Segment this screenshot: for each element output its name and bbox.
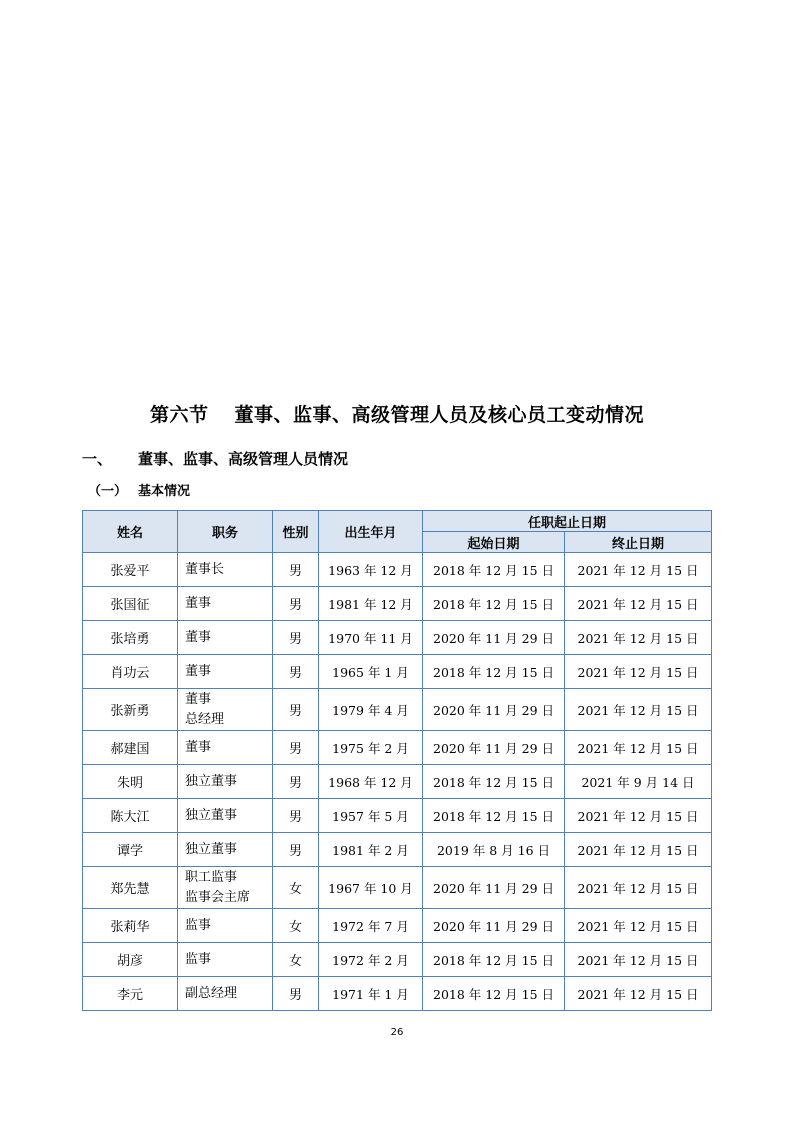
table-row — [83, 833, 712, 867]
cell-position — [178, 867, 273, 909]
position-line: 董事长 — [185, 561, 225, 577]
cell-birth: 1968 年 12 月 — [319, 765, 423, 799]
header-start-date: 起始日期 — [423, 532, 565, 553]
cell-end-date: 2021 年 12 月 15 日 — [565, 909, 712, 943]
cell-end-date: 2021 年 12 月 15 日 — [565, 867, 712, 909]
cell-gender: 女 — [273, 943, 319, 977]
cell-end-date: 2021 年 12 月 15 日 — [565, 943, 712, 977]
page-number: 26 — [390, 1027, 404, 1038]
cell-end-date: 2021 年 12 月 15 日 — [565, 587, 712, 621]
position-line: 董事 — [185, 629, 212, 645]
cell-position — [178, 909, 273, 943]
position-line: 董事 — [185, 691, 212, 707]
table-row — [83, 765, 712, 799]
table-row — [83, 553, 712, 587]
cell-birth: 1972 年 2 月 — [319, 943, 423, 977]
cell-position — [178, 689, 273, 731]
cell-position — [178, 587, 273, 621]
cell-gender: 男 — [273, 587, 319, 621]
cell-birth: 1972 年 7 月 — [319, 909, 423, 943]
heading1-text: 董事、监事、高级管理人员情况 — [138, 450, 349, 468]
cell-gender: 男 — [273, 765, 319, 799]
position-line: 监事会主席 — [185, 889, 251, 905]
cell-birth: 1981 年 12 月 — [319, 587, 423, 621]
position-line: 监事 — [185, 951, 212, 967]
cell-gender: 男 — [273, 833, 319, 867]
cell-end-date: 2021 年 12 月 15 日 — [565, 655, 712, 689]
position-line: 副总经理 — [185, 985, 238, 1001]
cell-name: 张国征 — [83, 587, 178, 621]
position-line: 董事 — [185, 739, 212, 755]
cell-end-date: 2021 年 12 月 15 日 — [565, 689, 712, 731]
cell-gender: 女 — [273, 909, 319, 943]
heading1-number: 一、 — [82, 450, 113, 468]
cell-birth: 1971 年 1 月 — [319, 977, 423, 1011]
table-row — [83, 977, 712, 1011]
cell-start-date: 2018 年 12 月 15 日 — [423, 655, 565, 689]
position-line: 职工监事 — [185, 869, 238, 885]
header-gender: 性别 — [273, 511, 319, 553]
cell-name: 胡彦 — [83, 943, 178, 977]
cell-gender: 男 — [273, 799, 319, 833]
cell-start-date: 2018 年 12 月 15 日 — [423, 799, 565, 833]
cell-gender: 男 — [273, 731, 319, 765]
cell-birth: 1957 年 5 月 — [319, 799, 423, 833]
section-heading: 董事、监事、高级管理人员及核心员工变动情况 — [234, 404, 645, 426]
cell-gender: 男 — [273, 977, 319, 1011]
cell-position — [178, 977, 273, 1011]
position-line: 独立董事 — [185, 841, 238, 857]
cell-name: 郑先慧 — [83, 867, 178, 909]
cell-position — [178, 799, 273, 833]
heading-level1 — [82, 448, 348, 469]
cell-start-date: 2018 年 12 月 15 日 — [423, 943, 565, 977]
cell-birth: 1975 年 2 月 — [319, 731, 423, 765]
cell-position — [178, 731, 273, 765]
cell-name: 张新勇 — [83, 689, 178, 731]
personnel-table — [82, 510, 712, 1011]
position-line: 独立董事 — [185, 807, 238, 823]
cell-start-date: 2019 年 8 月 16 日 — [423, 833, 565, 867]
cell-position — [178, 765, 273, 799]
heading2-number: （一） — [88, 484, 128, 499]
cell-birth: 1963 年 12 月 — [319, 553, 423, 587]
table-row — [83, 909, 712, 943]
table-row — [83, 943, 712, 977]
cell-gender: 男 — [273, 689, 319, 731]
cell-name: 李元 — [83, 977, 178, 1011]
cell-start-date: 2020 年 11 月 29 日 — [423, 621, 565, 655]
cell-end-date: 2021 年 12 月 15 日 — [565, 799, 712, 833]
cell-position — [178, 943, 273, 977]
cell-end-date: 2021 年 12 月 15 日 — [565, 833, 712, 867]
position-line: 监事 — [185, 917, 212, 933]
table-row — [83, 621, 712, 655]
table-row — [83, 689, 712, 731]
table-row — [83, 587, 712, 621]
table-row — [83, 799, 712, 833]
cell-end-date: 2021 年 12 月 15 日 — [565, 553, 712, 587]
cell-birth: 1981 年 2 月 — [319, 833, 423, 867]
cell-start-date: 2020 年 11 月 29 日 — [423, 689, 565, 731]
cell-name: 朱明 — [83, 765, 178, 799]
table-body — [83, 553, 712, 1011]
header-name: 姓名 — [83, 511, 178, 553]
cell-position — [178, 621, 273, 655]
position-line: 董事 — [185, 663, 212, 679]
cell-birth: 1979 年 4 月 — [319, 689, 423, 731]
position-line: 总经理 — [185, 711, 225, 727]
heading-level2 — [88, 480, 190, 499]
cell-start-date: 2018 年 12 月 15 日 — [423, 587, 565, 621]
cell-name: 张莉华 — [83, 909, 178, 943]
cell-start-date: 2020 年 11 月 29 日 — [423, 909, 565, 943]
cell-birth: 1970 年 11 月 — [319, 621, 423, 655]
section-number: 第六节 — [149, 404, 209, 426]
cell-end-date: 2021 年 12 月 15 日 — [565, 621, 712, 655]
table-row — [83, 867, 712, 909]
cell-gender: 男 — [273, 553, 319, 587]
cell-name: 陈大江 — [83, 799, 178, 833]
header-position: 职务 — [178, 511, 273, 553]
cell-name: 谭学 — [83, 833, 178, 867]
cell-position — [178, 655, 273, 689]
cell-gender: 女 — [273, 867, 319, 909]
table-row — [83, 731, 712, 765]
cell-name: 郝建国 — [83, 731, 178, 765]
cell-start-date: 2020 年 11 月 29 日 — [423, 867, 565, 909]
header-end-date: 终止日期 — [565, 532, 712, 553]
cell-gender: 男 — [273, 655, 319, 689]
position-line: 董事 — [185, 595, 212, 611]
cell-end-date: 2021 年 9 月 14 日 — [565, 765, 712, 799]
cell-start-date: 2018 年 12 月 15 日 — [423, 977, 565, 1011]
cell-name: 肖功云 — [83, 655, 178, 689]
cell-position — [178, 553, 273, 587]
cell-position — [178, 833, 273, 867]
cell-end-date: 2021 年 12 月 15 日 — [565, 731, 712, 765]
cell-end-date: 2021 年 12 月 15 日 — [565, 977, 712, 1011]
cell-start-date: 2018 年 12 月 15 日 — [423, 553, 565, 587]
position-line: 独立董事 — [185, 773, 238, 789]
cell-birth: 1967 年 10 月 — [319, 867, 423, 909]
section-title — [0, 400, 794, 427]
cell-start-date: 2020 年 11 月 29 日 — [423, 731, 565, 765]
cell-name: 张爱平 — [83, 553, 178, 587]
cell-birth: 1965 年 1 月 — [319, 655, 423, 689]
cell-start-date: 2018 年 12 月 15 日 — [423, 765, 565, 799]
cell-name: 张培勇 — [83, 621, 178, 655]
header-term: 任职起止日期 — [423, 511, 712, 532]
cell-gender: 男 — [273, 621, 319, 655]
table-row — [83, 655, 712, 689]
header-birth: 出生年月 — [319, 511, 423, 553]
heading2-text: 基本情况 — [138, 484, 191, 499]
